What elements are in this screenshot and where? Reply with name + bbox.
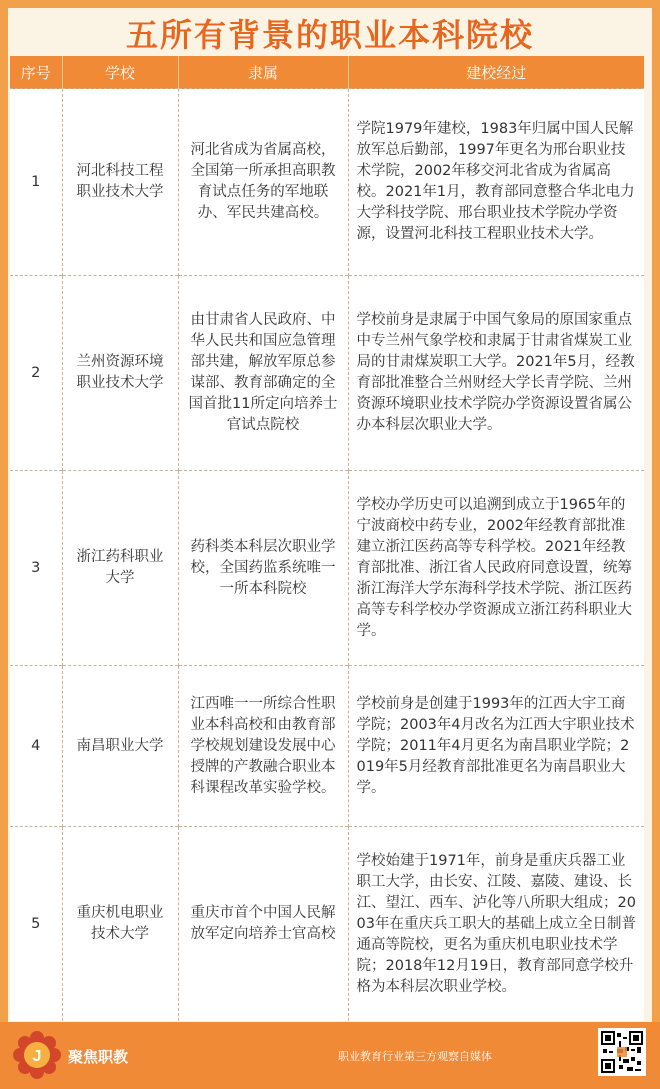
header-no: 序号 (10, 56, 62, 89)
row-number: 3 (10, 471, 62, 666)
table-row (10, 827, 644, 1022)
qr-code-icon (598, 1028, 646, 1076)
table-row (10, 666, 644, 827)
school-name: 浙江药科职业大学 (62, 471, 178, 666)
school-affiliation: 河北省成为省属高校，全国第一所承担高职教育试点任务的军地联办、军民共建高校。 (178, 89, 348, 276)
table-row (10, 471, 644, 666)
school-affiliation: 重庆市首个中国人民解放军定向培养士官高校 (178, 827, 348, 1022)
header-affiliation: 隶属 (178, 56, 348, 89)
brand-logo-icon (12, 1030, 62, 1080)
school-name: 重庆机电职业技术大学 (62, 827, 178, 1022)
table-row (10, 89, 644, 276)
table-header-row (10, 56, 644, 89)
school-history: 学校办学历史可以追溯到成立于1965年的宁波商校中药专业，2002年经教育部批准建立浙江医药高等专科学校。2021年经教育部批准、浙江省人民政府同意设置，统筹浙江海洋大学东海科学技术学院、浙江医药高等专科学校办学资源成立浙江药科职业大学。 (348, 471, 644, 666)
school-name: 河北科技工程职业技术大学 (62, 89, 178, 276)
school-history: 学校前身是创建于1993年的江西大宇工商学院；2003年4月改名为江西大宇职业技术学院；2011年4月更名为南昌职业学院；2019年5月经教育部批准更名为南昌职业大学。 (348, 666, 644, 827)
header-history: 建校经过 (348, 56, 644, 89)
header-school: 学校 (62, 56, 178, 89)
schools-table (10, 56, 644, 1021)
table-row (10, 276, 644, 471)
school-history: 学校前身是隶属于中国气象局的原国家重点中专兰州气象学校和隶属于甘肃省煤炭工业局的甘肃煤炭职工大学。2021年5月，经教育部批准整合兰州财经大学长青学院、兰州资源环境职业技术学院办学资源设置省属公办本科层次职业大学。 (348, 276, 644, 471)
school-affiliation: 药科类本科层次职业学校，全国药监系统唯一一所本科院校 (178, 471, 348, 666)
row-number: 4 (10, 666, 62, 827)
brand-slogan: 职业教育行业第三方观察自媒体 (338, 1050, 492, 1063)
school-history: 学院1979年建校，1983年归属中国人民解放军总后勤部，1997年更名为邢台职业技术学院，2002年移交河北省成为省属高校。2021年1月，教育部同意整合华北电力大学科技学院、邢台职业技术学院办学资源，设置河北科技工程职业技术大学。 (348, 89, 644, 276)
logo-letter: J (32, 1048, 42, 1065)
school-affiliation: 由甘肃省人民政府、中华人民共和国应急管理部共建，解放军原总参谋部、教育部确定的全国首批11所定向培养士官试点院校 (178, 276, 348, 471)
school-affiliation: 江西唯一一所综合性职业本科高校和由教育部学校规划建设发展中心授牌的产教融合职业本科课程改革实验学校。 (178, 666, 348, 827)
brand-name: 聚焦职教 (68, 1048, 129, 1066)
page-title: 五所有背景的职业本科院校 (125, 16, 534, 54)
row-number: 2 (10, 276, 62, 471)
row-number: 5 (10, 827, 62, 1022)
row-number: 1 (10, 89, 62, 276)
school-name: 兰州资源环境职业技术大学 (62, 276, 178, 471)
school-name: 南昌职业大学 (62, 666, 178, 827)
school-history: 学校始建于1971年，前身是重庆兵器工业职工大学，由长安、江陵、嘉陵、建设、长江、望江、西车、泸化等八所职大组成；2003年在重庆兵工职大的基础上成立全日制普通高等院校，更名为重庆机电职业技术学院；2018年12月19日，教育部同意学校升格为本科层次职业学校。 (348, 827, 644, 1022)
